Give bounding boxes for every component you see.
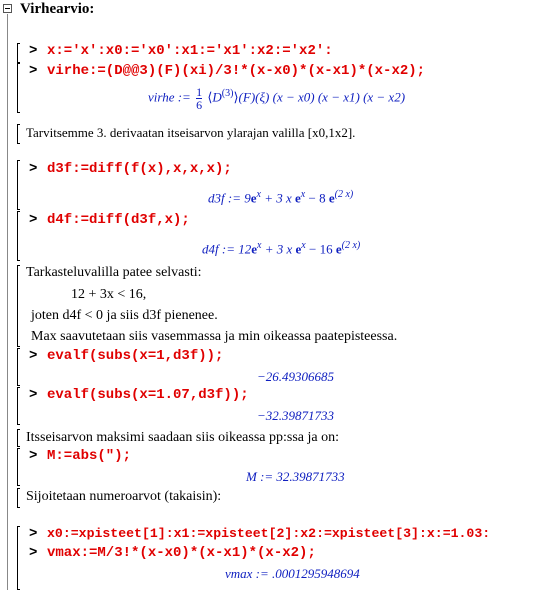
input-line[interactable]: x0:=xpisteet[1]:x1:=xpisteet[2]:x2:=xpisteet[3]:x:=1.03: <box>47 526 491 541</box>
output-exp: x <box>256 189 261 200</box>
prompt: > <box>29 526 38 542</box>
input-line[interactable]: virhe:=(D@@3)(F)(xi)/3!*(x-x0)*(x-x1)*(x-x2); <box>47 63 426 79</box>
output-paren: ⟩ <box>233 89 239 105</box>
group-bracket[interactable] <box>17 429 20 447</box>
text-line: Itsseisarvon maksimi saadaan siis oikeassa pp:ssa ja on: <box>26 430 339 445</box>
input-line[interactable]: d4f:=diff(d3f,x); <box>47 212 190 228</box>
prompt: > <box>29 212 38 228</box>
output-e: e <box>295 241 302 257</box>
output-virhe <box>148 86 405 111</box>
group-bracket[interactable] <box>17 211 20 261</box>
output-d3f <box>208 189 353 206</box>
group-bracket[interactable] <box>17 488 20 508</box>
output-exp: x <box>301 240 306 251</box>
output-e: e <box>250 190 257 206</box>
output-eval2: −32.39871733 <box>257 408 335 423</box>
group-bracket[interactable] <box>17 265 20 347</box>
group-bracket[interactable] <box>17 348 20 386</box>
prompt: > <box>29 43 38 59</box>
output-e: e <box>335 241 342 257</box>
output-exp: (2 x) <box>334 189 354 200</box>
output-vmax: vmax := .0001295948694 <box>225 566 360 581</box>
fraction-denominator: 6 <box>196 98 203 112</box>
prompt: > <box>29 545 38 561</box>
prompt: > <box>29 348 38 364</box>
output-mid: + 3 x <box>261 241 296 257</box>
output-m: M := 32.39871733 <box>246 469 345 484</box>
output-mid: + 3 x <box>260 190 295 206</box>
output-d-exp: (3) <box>221 88 234 100</box>
group-bracket[interactable] <box>17 526 20 590</box>
output-d: D <box>212 89 222 105</box>
text-line: Max saavutetaan siis vasemmassa ja min oikeassa paatepisteessa. <box>31 329 398 344</box>
input-line[interactable]: evalf(subs(x=1,d3f)); <box>47 348 224 364</box>
group-bracket[interactable] <box>17 63 20 113</box>
prompt: > <box>29 448 38 464</box>
output-exp: (2 x) <box>341 240 361 251</box>
output-paren: ⟨ <box>207 89 213 105</box>
prompt: > <box>29 387 38 403</box>
group-bracket[interactable] <box>17 43 20 63</box>
output-lhs: d4f := 12 <box>202 241 252 257</box>
text-line: Tarvitsemme 3. derivaatan itseisarvon ylarajan valilla [x0,1x2]. <box>26 125 356 140</box>
group-bracket[interactable] <box>17 387 20 425</box>
output-lhs: virhe := <box>148 89 191 105</box>
output-end: − 8 <box>305 190 329 206</box>
output-eval1: −26.49306685 <box>257 369 335 384</box>
output-exp: x <box>300 189 306 200</box>
output-end: − 16 <box>305 241 336 257</box>
text-line: Tarkasteluvalilla patee selvasti: <box>26 265 202 280</box>
output-e: e <box>295 190 301 206</box>
output-d4f <box>202 240 360 257</box>
fraction <box>196 86 202 111</box>
text-line: 12 + 3x < 16, <box>71 287 147 302</box>
text-line: Sijoitetaan numeroarvot (takaisin): <box>26 489 222 504</box>
input-line[interactable]: M:=abs("); <box>47 448 132 464</box>
output-exp: x <box>257 240 262 251</box>
output-rest: (F)(ξ) (x − x0) (x − x1) (x − x2) <box>238 89 406 105</box>
input-line[interactable]: vmax:=M/3!*(x-x0)*(x-x1)*(x-x2); <box>47 545 316 561</box>
input-line[interactable]: x:='x':x0:='x0':x1:='x1':x2:='x2': <box>47 43 333 59</box>
prompt: > <box>29 63 38 79</box>
prompt: > <box>29 161 38 177</box>
group-bracket[interactable] <box>17 448 20 486</box>
input-line[interactable]: d3f:=diff(f(x),x,x,x); <box>47 161 232 177</box>
input-line[interactable]: evalf(subs(x=1.07,d3f)); <box>47 387 249 403</box>
output-lhs: d3f := 9 <box>208 190 251 206</box>
text-line: joten d4f < 0 ja siis d3f pienenee. <box>31 308 218 323</box>
fraction-numerator: 1 <box>196 85 203 99</box>
group-bracket[interactable] <box>17 124 20 144</box>
section-collapse-toggle[interactable] <box>3 4 12 13</box>
output-e: e <box>328 190 335 206</box>
section-vertical-line <box>7 14 8 590</box>
output-e: e <box>251 241 257 257</box>
section-title: Virhearvio: <box>20 1 95 17</box>
group-bracket[interactable] <box>17 160 20 210</box>
